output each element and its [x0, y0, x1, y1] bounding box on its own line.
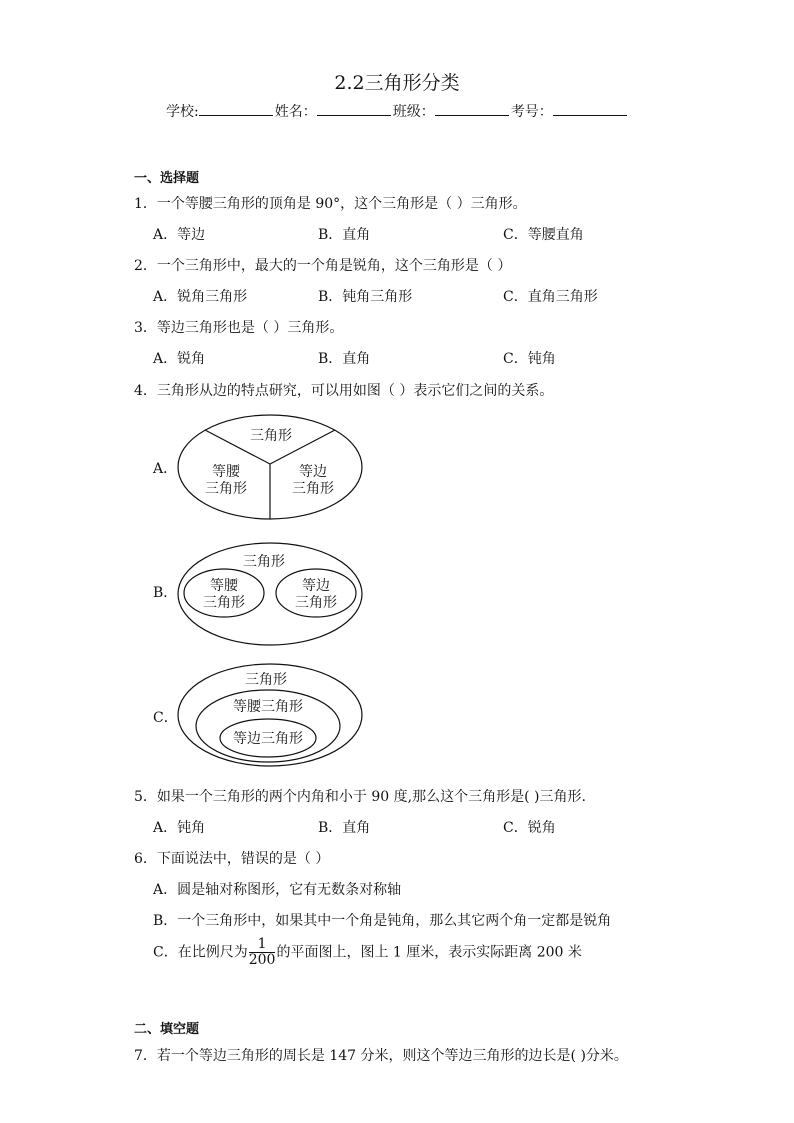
question-6-stem: 6．下面说法中，错误的是（ ） — [134, 851, 330, 867]
question-6-option-c-suffix: 的平面图上，图上 1 厘米，表示实际距离 200 米 — [276, 944, 582, 961]
question-6-option-a[interactable]: A．圆是轴对称图形，它有无数条对称轴 — [153, 882, 402, 898]
school-label: 学校: — [166, 104, 199, 120]
question-1-option-c[interactable]: C．等腰直角 — [503, 227, 584, 243]
diagram-a-right-label-2: 三角形 — [292, 481, 334, 497]
question-3-option-a[interactable]: A．锐角 — [153, 351, 206, 367]
diagram-c-inner-label: 等边三角形 — [233, 731, 303, 747]
section-choice-heading: 一、选择题 — [134, 171, 200, 186]
question-1-stem: 1．一个等腰三角形的顶角是 90°，这个三角形是（ ）三角形。 — [134, 196, 527, 212]
page-title: 2.2三角形分类 — [334, 72, 460, 94]
question-3-option-c[interactable]: C．钝角 — [503, 351, 556, 367]
question-2-stem: 2．一个三角形中，最大的一个角是锐角，这个三角形是（ ） — [134, 258, 512, 274]
diagram-b-right-label-2: 三角形 — [295, 595, 337, 611]
number-blank[interactable] — [553, 103, 627, 116]
scale-fraction — [249, 937, 276, 968]
question-2-option-c[interactable]: C．直角三角形 — [503, 289, 598, 305]
question-5-stem: 5．如果一个三角形的两个内角和小于 90 度,那么这个三角形是( )三角形. — [134, 789, 586, 805]
question-6-option-b[interactable]: B．一个三角形中，如果其中一个角是钝角，那么其它两个角一定都是锐角 — [153, 913, 612, 929]
class-label: 班级： — [392, 104, 435, 120]
class-blank[interactable] — [435, 103, 509, 116]
section-fill-heading: 二、填空题 — [134, 1022, 200, 1037]
diagram-a-right-label-1: 等边 — [299, 464, 327, 480]
question-2-option-a[interactable]: A．锐角三角形 — [153, 289, 248, 305]
diagram-b-left-label-1: 等腰 — [210, 578, 238, 594]
header-fields — [166, 101, 629, 121]
diagram-b-right-label-1: 等边 — [302, 578, 330, 594]
diagram-a — [170, 410, 370, 525]
question-4-option-c[interactable]: C． — [153, 710, 178, 726]
name-label: 姓名： — [274, 104, 317, 120]
fraction-numerator: 1 — [249, 937, 276, 953]
diagram-b-outer-label: 三角形 — [243, 554, 285, 570]
question-4-option-b[interactable]: B． — [153, 585, 178, 601]
question-4-stem: 4．三角形从边的特点研究，可以用如图（ ）表示它们之间的关系。 — [134, 383, 554, 399]
diagram-a-left-label-2: 三角形 — [205, 481, 247, 497]
question-1-option-b[interactable]: B．直角 — [318, 227, 371, 243]
name-blank[interactable] — [317, 103, 391, 116]
fraction-denominator: 200 — [248, 952, 276, 968]
diagram-b-left-label-2: 三角形 — [203, 595, 245, 611]
question-6-option-c[interactable] — [153, 937, 582, 968]
question-5-option-a[interactable]: A．钝角 — [153, 820, 206, 836]
diagram-c-middle-label: 等腰三角形 — [233, 699, 303, 715]
diagram-b — [170, 538, 370, 658]
school-blank[interactable] — [199, 103, 273, 116]
diagram-a-top-label: 三角形 — [250, 428, 292, 444]
question-1-option-a[interactable]: A．等边 — [153, 227, 206, 243]
question-3-option-b[interactable]: B．直角 — [318, 351, 371, 367]
number-label: 考号： — [510, 104, 553, 120]
question-7-stem: 7．若一个等边三角形的周长是 147 分米，则这个等边三角形的边长是( )分米。 — [134, 1048, 628, 1064]
question-5-option-c[interactable]: C．锐角 — [503, 820, 556, 836]
question-3-stem: 3．等边三角形也是（ ）三角形。 — [134, 320, 344, 336]
diagram-c — [170, 660, 370, 775]
question-2-option-b[interactable]: B．钝角三角形 — [318, 289, 413, 305]
question-6-option-c-prefix: C．在比例尺为 — [153, 944, 248, 961]
question-4-option-a[interactable]: A． — [153, 461, 178, 477]
diagram-c-outer-label: 三角形 — [245, 672, 287, 688]
diagram-a-left-label-1: 等腰 — [212, 464, 240, 480]
question-5-option-b[interactable]: B．直角 — [318, 820, 371, 836]
